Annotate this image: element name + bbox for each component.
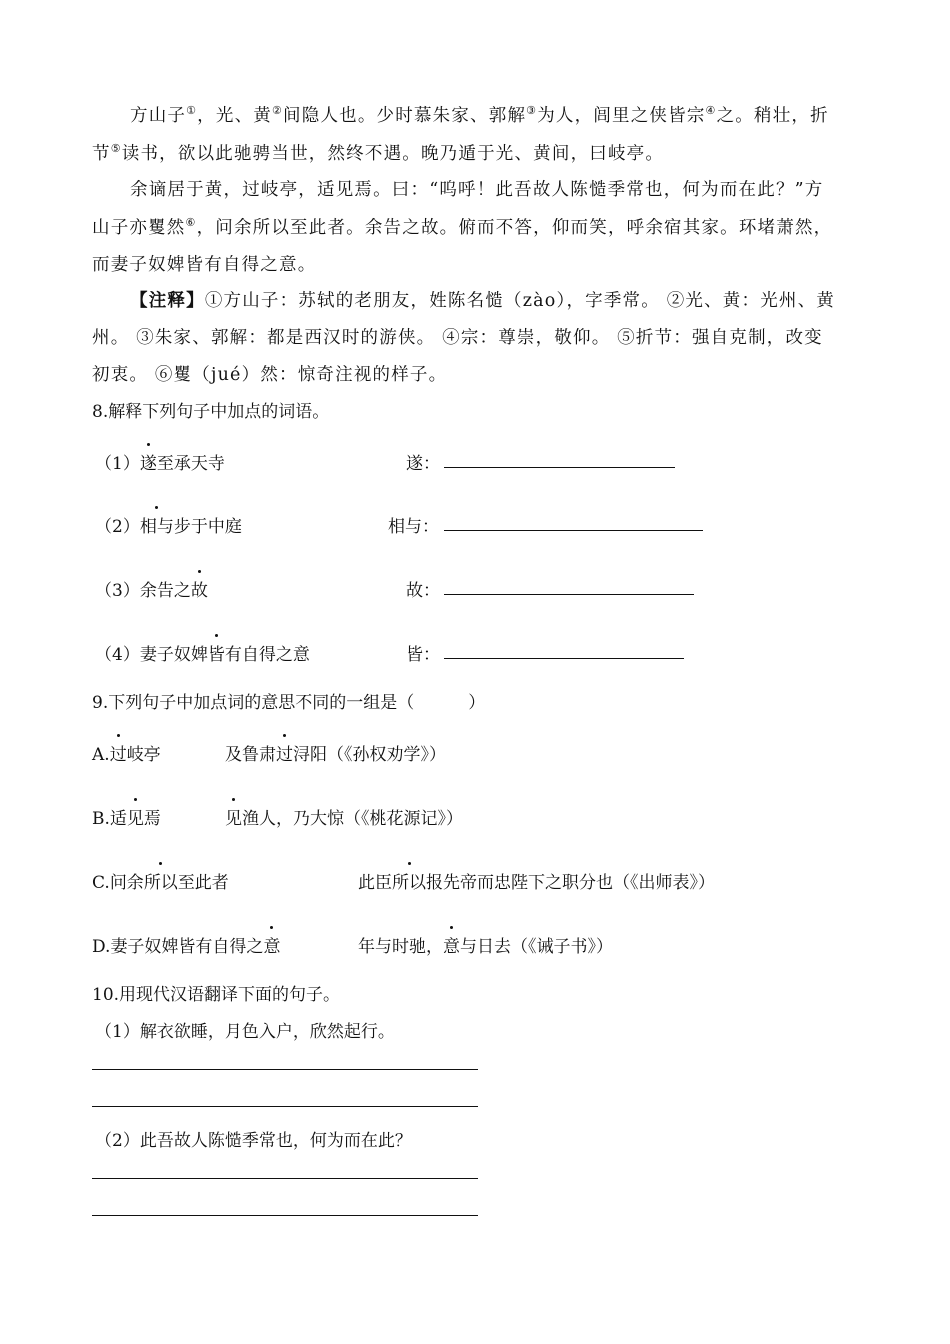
text: 与日去（《诫子书》） [460,937,613,957]
item-num: （3） [95,581,140,601]
answer-blank[interactable] [444,467,675,468]
text: 适 [109,809,127,829]
text: 浔阳（《孙权劝学》） [293,745,446,765]
notes-label: 【注释】 [130,291,205,311]
item-num: （1） [95,454,140,474]
text: 有自得之意 [224,645,310,665]
footnote-ref: ⑥ [185,216,197,229]
dotted-word: 所以 [392,868,426,893]
dotted-word: 相与 [140,512,174,537]
text: 焉 [143,809,161,829]
text: 至承天寺 [156,454,225,474]
q9-option-a-right [225,740,446,765]
text: 岐亭 [126,745,161,765]
q8-label-1: 遂： [406,454,440,474]
dotted-word: 过 [110,740,127,765]
notes-line-2: 州。 ③朱家、郭解：都是西汉时的游侠。 ④宗：尊崇，敬仰。 ⑤折节：强自克制，改变 [92,328,823,348]
dotted-word: 见 [225,804,242,829]
q10-sentence-1: （1）解衣欲睡，月色入户，欣然起行。 [95,1022,395,1042]
dotted-word: 故 [191,576,208,601]
item-num: （2） [95,517,140,537]
q9-option-d-right [358,932,613,957]
answer-blank[interactable] [444,594,694,595]
q9-option-c-left [92,868,229,893]
text: 渔人，乃大惊（《桃花源记》） [242,809,463,829]
q10-title: 10.用现代汉语翻译下面的句子。 [92,985,341,1005]
notes-line-1 [130,287,835,312]
dotted-word: 过 [276,740,293,765]
q9-option-b-left [92,804,161,829]
option-letter: C. [92,873,110,893]
text: 至此者 [177,873,229,893]
footnote-ref: ③ [526,104,538,117]
q8-item-3 [95,576,208,601]
passage-line-2 [92,140,664,165]
q8-label-3: 故： [406,581,440,601]
text: ①方山子：苏轼的老朋友，姓陈名慥（zào），字季常。 ②光、黄：光州、黄 [204,291,836,311]
passage-line-1 [130,102,829,127]
dotted-word: 意 [263,932,280,957]
text: 山子亦矍然 [92,218,186,238]
footnote-ref: ⑤ [110,142,122,155]
q9-option-b-right [225,804,463,829]
dotted-word: 皆 [208,640,225,665]
answer-blank[interactable] [444,658,684,659]
text: 读书，欲以此驰骋当世，然终不遇。晚乃遁于光、黄间，曰岐亭。 [121,144,665,164]
dotted-word: 见 [127,804,144,829]
q8-item-4 [95,640,310,665]
footnote-ref: ① [186,104,198,117]
text: 方山子 [130,106,187,126]
text: 妻子奴婢 [139,645,208,665]
text: 及鲁肃 [225,745,276,765]
text: 间隐人也。少时慕朱家、郭解 [283,106,527,126]
item-num: （4） [95,645,140,665]
option-letter: D. [92,937,111,957]
q8-label-4: 皆： [406,645,440,665]
q8-label-2: 相与： [388,517,439,537]
q8-item-1 [95,449,225,474]
text: 妻子奴婢皆有自得之 [110,937,264,957]
dotted-word: 意 [443,932,460,957]
option-letter: A. [92,745,110,765]
text: 为人，闾里之侠皆宗 [537,106,706,126]
answer-blank[interactable] [444,530,703,531]
answer-line[interactable] [92,1069,478,1070]
text: 报先帝而忠陛下之职分也（《出师表》） [426,873,715,893]
text: ，光、黄 [197,106,272,126]
answer-line[interactable] [92,1215,478,1216]
text: ，问余所以至此者。余告之故。俯而不答，仰而笑，呼余宿其家。环堵萧然， [196,218,833,238]
text: 此臣 [358,873,392,893]
q9-option-d-left [92,932,280,957]
q9-option-a-left [92,740,161,765]
dotted-word: 所以 [144,868,178,893]
notes-line-3: 初衷。 ⑥矍（jué）然：惊奇注视的样子。 [92,365,448,385]
option-letter: B. [92,809,110,829]
q8-item-2 [95,512,242,537]
text: 之。稍壮，折 [716,106,829,126]
text: 年与时驰， [358,937,443,957]
footnote-ref: ② [271,104,284,117]
text: 余告之 [139,581,191,601]
footnote-ref: ④ [705,104,717,117]
passage-line-3: 余谪居于黄，过岐亭，适见焉。曰：“呜呼！此吾故人陈慥季常也，何为而在此？”方 [130,180,824,200]
dotted-word: 遂 [140,449,157,474]
q10-sentence-2: （2）此吾故人陈慥季常也，何为而在此？ [95,1131,412,1151]
passage-line-5: 而妻子奴婢皆有自得之意。 [92,255,317,275]
q9-option-c-right [358,868,715,893]
text: 节 [92,144,111,164]
answer-line[interactable] [92,1106,478,1107]
q9-title: 9.下列句子中加点词的意思不同的一组是（ ） [92,693,486,713]
answer-line[interactable] [92,1178,478,1179]
q8-title: 8.解释下列句子中加点的词语。 [92,402,330,422]
text: 问余 [109,873,144,893]
text: 步于中庭 [173,517,242,537]
passage-line-4 [92,214,832,239]
